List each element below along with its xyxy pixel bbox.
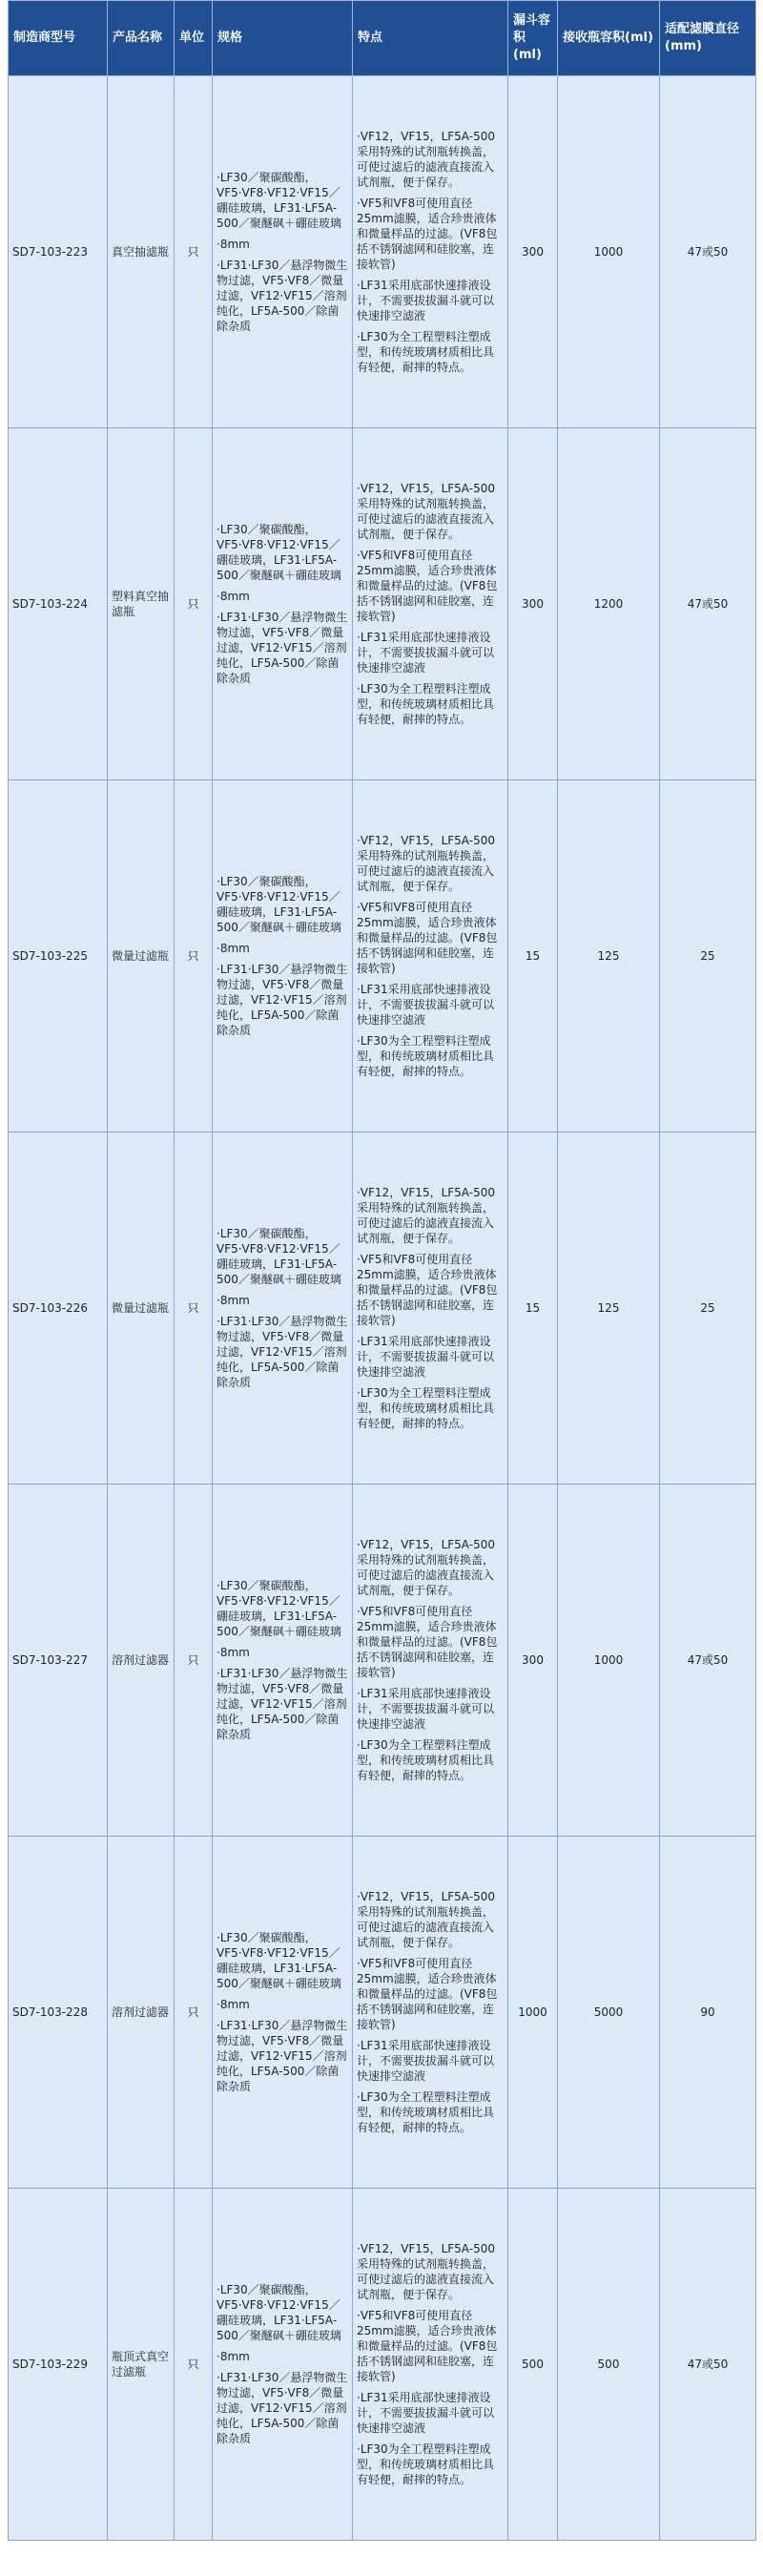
cell-model: SD7-103-225 xyxy=(9,780,108,1132)
cell-unit: 只 xyxy=(175,780,213,1132)
cell-name: 瓶顶式真空过滤瓶 xyxy=(108,2189,175,2541)
spec-line: ·8mm xyxy=(217,1998,250,2011)
spec-line: ·8mm xyxy=(217,1294,250,1307)
spec-line: ·LF31·LF30／悬浮物微生物过滤，VF5·VF8／微量过滤，VF12·VF15／溶剂纯化，LF5A-500／除菌除杂质 xyxy=(217,259,348,333)
header-unit: 单位 xyxy=(175,1,213,76)
cell-model: SD7-103-224 xyxy=(9,428,108,780)
cell-model: SD7-103-226 xyxy=(9,1132,108,1485)
feature-line: ·LF30为全工程塑料注塑成型，和传统玻璃材质相比具有轻便，耐摔的特点。 xyxy=(357,330,495,374)
feature-line: ·VF5和VF8可使用直径25mm滤膜，适合珍贵液体和微量样品的过滤。(VF8包括不锈钢滤网和硅胶塞，连接软管) xyxy=(357,1957,498,2031)
cell-spec xyxy=(213,1132,353,1485)
cell-flask-volume: 1000 xyxy=(558,76,660,428)
feature-line: ·LF31采用底部快速排液设计，不需要拔拔漏斗就可以快速排空滤液 xyxy=(357,2039,495,2083)
cell-spec xyxy=(213,780,353,1132)
feature-line: ·LF31采用底部快速排液设计，不需要拔拔漏斗就可以快速排空滤液 xyxy=(357,1335,495,1379)
cell-unit: 只 xyxy=(175,1132,213,1485)
cell-funnel-volume: 300 xyxy=(508,1485,558,1837)
spec-line: ·LF30／聚碳酸酯，VF5·VF8·VF12·VF15／硼硅玻璃，LF31·LF5A-500／聚醚砜＋硼硅玻璃 xyxy=(217,1227,341,1286)
cell-spec xyxy=(213,428,353,780)
cell-name: 微量过滤瓶 xyxy=(108,780,175,1132)
spec-line: ·8mm xyxy=(217,942,250,955)
cell-funnel-volume: 500 xyxy=(508,2189,558,2541)
cell-spec xyxy=(213,2189,353,2541)
header-flask-volume: 接收瓶容积(ml) xyxy=(558,1,660,76)
cell-unit: 只 xyxy=(175,2189,213,2541)
header-name: 产品名称 xyxy=(108,1,175,76)
cell-flask-volume: 500 xyxy=(558,2189,660,2541)
feature-line: ·VF12，VF15，LF5A-500采用特殊的试剂瓶转换盖，可使过滤后的滤液直接流入试剂瓶，便于保存。 xyxy=(357,1890,495,1949)
cell-funnel-volume: 1000 xyxy=(508,1837,558,2189)
cell-name: 溶剂过滤器 xyxy=(108,1837,175,2189)
cell-membrane-diameter: 47或50 xyxy=(660,76,756,428)
cell-unit: 只 xyxy=(175,428,213,780)
spec-line: ·LF31·LF30／悬浮物微生物过滤，VF5·VF8／微量过滤，VF12·VF15／溶剂纯化，LF5A-500／除菌除杂质 xyxy=(217,2371,348,2445)
table-body xyxy=(9,76,756,2541)
feature-line: ·LF30为全工程塑料注塑成型，和传统玻璃材质相比具有轻便，耐摔的特点。 xyxy=(357,1034,495,1078)
table-row xyxy=(9,428,756,780)
cell-funnel-volume: 300 xyxy=(508,428,558,780)
cell-unit: 只 xyxy=(175,1837,213,2189)
cell-features xyxy=(353,428,508,780)
spec-line: ·LF30／聚碳酸酯，VF5·VF8·VF12·VF15／硼硅玻璃，LF31·LF5A-500／聚醚砜＋硼硅玻璃 xyxy=(217,875,341,934)
cell-name: 塑料真空抽滤瓶 xyxy=(108,428,175,780)
feature-line: ·VF5和VF8可使用直径25mm滤膜，适合珍贵液体和微量样品的过滤。(VF8包括不锈钢滤网和硅胶塞，连接软管) xyxy=(357,1605,498,1679)
spec-line: ·LF31·LF30／悬浮物微生物过滤，VF5·VF8／微量过滤，VF12·VF15／溶剂纯化，LF5A-500／除菌除杂质 xyxy=(217,611,348,685)
feature-line: ·VF12，VF15，LF5A-500采用特殊的试剂瓶转换盖，可使过滤后的滤液直接流入试剂瓶，便于保存。 xyxy=(357,2242,495,2301)
feature-line: ·LF30为全工程塑料注塑成型，和传统玻璃材质相比具有轻便，耐摔的特点。 xyxy=(357,1738,495,1782)
spec-line: ·LF31·LF30／悬浮物微生物过滤，VF5·VF8／微量过滤，VF12·VF15／溶剂纯化，LF5A-500／除菌除杂质 xyxy=(217,2019,348,2093)
header-funnel-volume: 漏斗容积(ml) xyxy=(508,1,558,76)
header-membrane-diameter: 适配滤膜直径(mm) xyxy=(660,1,756,76)
cell-funnel-volume: 15 xyxy=(508,1132,558,1485)
spec-line: ·LF31·LF30／悬浮物微生物过滤，VF5·VF8／微量过滤，VF12·VF15／溶剂纯化，LF5A-500／除菌除杂质 xyxy=(217,1667,348,1741)
feature-line: ·VF12，VF15，LF5A-500采用特殊的试剂瓶转换盖，可使过滤后的滤液直接流入试剂瓶，便于保存。 xyxy=(357,834,495,893)
cell-unit: 只 xyxy=(175,1485,213,1837)
cell-name: 微量过滤瓶 xyxy=(108,1132,175,1485)
feature-line: ·LF30为全工程塑料注塑成型，和传统玻璃材质相比具有轻便，耐摔的特点。 xyxy=(357,682,495,726)
spec-line: ·8mm xyxy=(217,238,250,251)
feature-line: ·LF31采用底部快速排液设计，不需要拔拔漏斗就可以快速排空滤液 xyxy=(357,2391,495,2435)
feature-line: ·LF30为全工程塑料注塑成型，和传统玻璃材质相比具有轻便，耐摔的特点。 xyxy=(357,1386,495,1430)
spec-line: ·LF30／聚碳酸酯，VF5·VF8·VF12·VF15／硼硅玻璃，LF31·LF5A-500／聚醚砜＋硼硅玻璃 xyxy=(217,523,341,582)
cell-membrane-diameter: 47或50 xyxy=(660,2189,756,2541)
spec-line: ·8mm xyxy=(217,2350,250,2363)
cell-flask-volume: 125 xyxy=(558,780,660,1132)
cell-flask-volume: 5000 xyxy=(558,1837,660,2189)
cell-features xyxy=(353,2189,508,2541)
spec-line: ·LF30／聚碳酸酯，VF5·VF8·VF12·VF15／硼硅玻璃，LF31·LF5A-500／聚醚砜＋硼硅玻璃 xyxy=(217,171,341,230)
table-row xyxy=(9,2189,756,2541)
cell-membrane-diameter: 25 xyxy=(660,1132,756,1485)
feature-line: ·VF5和VF8可使用直径25mm滤膜，适合珍贵液体和微量样品的过滤。(VF8包括不锈钢滤网和硅胶塞，连接软管) xyxy=(357,549,498,623)
spec-line: ·8mm xyxy=(217,1646,250,1659)
cell-spec xyxy=(213,1485,353,1837)
cell-features xyxy=(353,1485,508,1837)
table-row xyxy=(9,1485,756,1837)
cell-features xyxy=(353,780,508,1132)
header-features: 特点 xyxy=(353,1,508,76)
cell-name: 溶剂过滤器 xyxy=(108,1485,175,1837)
feature-line: ·VF5和VF8可使用直径25mm滤膜，适合珍贵液体和微量样品的过滤。(VF8包括不锈钢滤网和硅胶塞，连接软管) xyxy=(357,197,498,271)
table-row xyxy=(9,1837,756,2189)
cell-funnel-volume: 15 xyxy=(508,780,558,1132)
cell-features xyxy=(353,1837,508,2189)
feature-line: ·LF31采用底部快速排液设计，不需要拔拔漏斗就可以快速排空滤液 xyxy=(357,1687,495,1731)
cell-model: SD7-103-223 xyxy=(9,76,108,428)
cell-funnel-volume: 300 xyxy=(508,76,558,428)
cell-unit: 只 xyxy=(175,76,213,428)
spec-line: ·LF30／聚碳酸酯，VF5·VF8·VF12·VF15／硼硅玻璃，LF31·LF5A-500／聚醚砜＋硼硅玻璃 xyxy=(217,1579,341,1638)
feature-line: ·LF31采用底部快速排液设计，不需要拔拔漏斗就可以快速排空滤液 xyxy=(357,631,495,675)
feature-line: ·VF12，VF15，LF5A-500采用特殊的试剂瓶转换盖，可使过滤后的滤液直接流入试剂瓶，便于保存。 xyxy=(357,482,495,541)
feature-line: ·LF30为全工程塑料注塑成型，和传统玻璃材质相比具有轻便，耐摔的特点。 xyxy=(357,2442,495,2486)
table-row xyxy=(9,780,756,1132)
cell-features xyxy=(353,1132,508,1485)
cell-flask-volume: 125 xyxy=(558,1132,660,1485)
feature-line: ·VF5和VF8可使用直径25mm滤膜，适合珍贵液体和微量样品的过滤。(VF8包括不锈钢滤网和硅胶塞，连接软管) xyxy=(357,901,498,975)
cell-membrane-diameter: 47或50 xyxy=(660,428,756,780)
feature-line: ·VF5和VF8可使用直径25mm滤膜，适合珍贵液体和微量样品的过滤。(VF8包括不锈钢滤网和硅胶塞，连接软管) xyxy=(357,1253,498,1327)
header-model: 制造商型号 xyxy=(9,1,108,76)
cell-spec xyxy=(213,76,353,428)
feature-line: ·LF31采用底部快速排液设计，不需要拔拔漏斗就可以快速排空滤液 xyxy=(357,983,495,1027)
cell-name: 真空抽滤瓶 xyxy=(108,76,175,428)
table-row xyxy=(9,76,756,428)
table-row xyxy=(9,1132,756,1485)
feature-line: ·LF30为全工程塑料注塑成型，和传统玻璃材质相比具有轻便，耐摔的特点。 xyxy=(357,2090,495,2134)
feature-line: ·VF5和VF8可使用直径25mm滤膜，适合珍贵液体和微量样品的过滤。(VF8包括不锈钢滤网和硅胶塞，连接软管) xyxy=(357,2309,498,2383)
cell-features xyxy=(353,76,508,428)
cell-membrane-diameter: 25 xyxy=(660,780,756,1132)
feature-line: ·VF12，VF15，LF5A-500采用特殊的试剂瓶转换盖，可使过滤后的滤液直接流入试剂瓶，便于保存。 xyxy=(357,1538,495,1597)
cell-flask-volume: 1200 xyxy=(558,428,660,780)
cell-spec xyxy=(213,1837,353,2189)
spec-line: ·LF31·LF30／悬浮物微生物过滤，VF5·VF8／微量过滤，VF12·VF15／溶剂纯化，LF5A-500／除菌除杂质 xyxy=(217,1315,348,1389)
cell-model: SD7-103-229 xyxy=(9,2189,108,2541)
header-spec: 规格 xyxy=(213,1,353,76)
spec-line: ·8mm xyxy=(217,590,250,603)
feature-line: ·LF31采用底部快速排液设计，不需要拔拔漏斗就可以快速排空滤液 xyxy=(357,279,495,322)
product-spec-table xyxy=(8,0,756,2541)
cell-model: SD7-103-227 xyxy=(9,1485,108,1837)
cell-model: SD7-103-228 xyxy=(9,1837,108,2189)
feature-line: ·VF12，VF15，LF5A-500采用特殊的试剂瓶转换盖，可使过滤后的滤液直接流入试剂瓶，便于保存。 xyxy=(357,1186,495,1245)
cell-membrane-diameter: 47或50 xyxy=(660,1485,756,1837)
cell-flask-volume: 1000 xyxy=(558,1485,660,1837)
spec-line: ·LF30／聚碳酸酯，VF5·VF8·VF12·VF15／硼硅玻璃，LF31·LF5A-500／聚醚砜＋硼硅玻璃 xyxy=(217,1931,341,1990)
table-header-row xyxy=(9,1,756,76)
feature-line: ·VF12，VF15，LF5A-500采用特殊的试剂瓶转换盖，可使过滤后的滤液直接流入试剂瓶，便于保存。 xyxy=(357,130,495,189)
spec-line: ·LF31·LF30／悬浮物微生物过滤，VF5·VF8／微量过滤，VF12·VF15／溶剂纯化，LF5A-500／除菌除杂质 xyxy=(217,963,348,1037)
cell-membrane-diameter: 90 xyxy=(660,1837,756,2189)
spec-line: ·LF30／聚碳酸酯，VF5·VF8·VF12·VF15／硼硅玻璃，LF31·LF5A-500／聚醚砜＋硼硅玻璃 xyxy=(217,2283,341,2342)
